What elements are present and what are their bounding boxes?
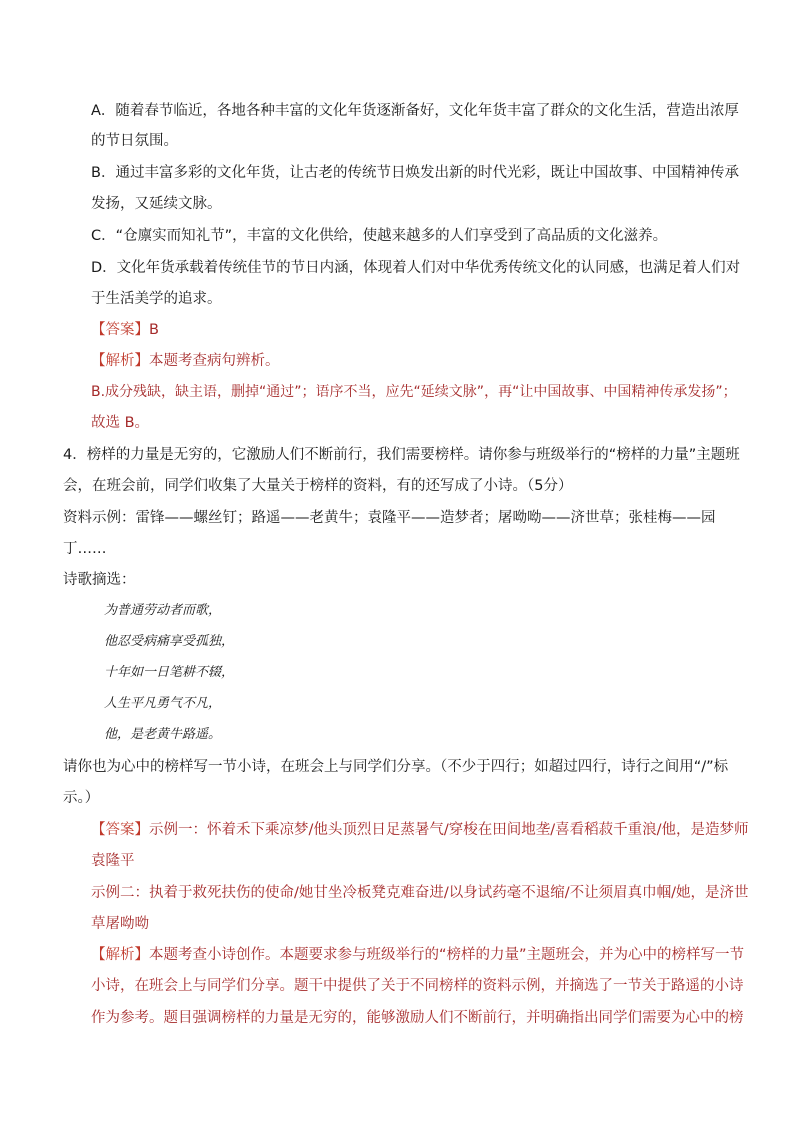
q4-answer-line-3: 示例二：执着于救死扶伤的使命/她甘坐冷板凳克难奋进/以身试药毫不退缩/不让须眉真巾帼/她，是济世: [91, 885, 749, 901]
q3-analysis-line-1: B.成分残缺，缺主语，删掉“通过”；语序不当，应先“延续文脉”，再“让中国故事、中国精神传承发扬”；: [91, 384, 737, 400]
option-a-line-1: A．随着春节临近，各地各种丰富的文化年货逐渐备好，文化年货丰富了群众的文化生活，营造出浓厚: [91, 103, 739, 119]
option-b-line-2: 发扬，又延续文脉。: [91, 196, 222, 212]
q3-answer: [91, 320, 159, 340]
q4-task-line-2: 示。）: [63, 790, 100, 806]
analysis-text-1: 本题考查小诗创作。本题要求参与班级举行的“榜样的力量”主题班会，并为心中的榜样写一节: [149, 947, 745, 963]
option-c-line-1: C．“仓廪实而知礼节”，丰富的文化供给，使越来越多的人们享受到了高品质的文化滋养。: [91, 228, 668, 244]
poem-line-4: 人生平凡勇气不凡，: [104, 696, 222, 711]
option-d-line-1: D．文化年货承载着传统佳节的节日内涵，体现着人们对中华优秀传统文化的认同感，也满足着人们对: [91, 260, 741, 276]
q4-stem-line-1: 4．榜样的力量是无穷的，它激励人们不断前行，我们需要榜样。请你参与班级举行的“榜样的力量”主题班: [63, 447, 740, 463]
option-b-line-1: B．通过丰富多彩的文化年货，让古老的传统节日焕发出新的时代光彩，既让中国故事、中国精神传承: [91, 165, 739, 181]
poem-line-3: 十年如一日笔耕不辍，: [104, 665, 235, 680]
q4-analysis-line-2: 小诗，在班会上与同学们分享。题干中提供了关于不同榜样的资料示例，并摘选了一节关于路遥的小诗: [91, 978, 744, 994]
q4-task-line-1: 请你也为心中的榜样写一节小诗，在班会上与同学们分享。（不少于四行；如超过四行，诗行之间用“/”标: [63, 759, 729, 775]
q3-analysis: [91, 351, 280, 371]
q4-answer-line-4: 草屠呦呦: [91, 916, 149, 932]
answer-example-1: 示例一：怀着禾下乘凉梦/他头顶烈日足蒸暑气/穿梭在田间地垄/喜看稻菽千重浪/他，是造梦师: [149, 822, 749, 838]
analysis-value: 本题考查病句辨析。: [149, 353, 280, 369]
q4-material-line-1: 资料示例：雷锋——螺丝钉；路遥——老黄牛；袁隆平——造梦者；屠呦呦——济世草；张桂梅——园: [63, 510, 716, 526]
q4-analysis-line-1: [91, 945, 744, 965]
q4-material-line-2: 丁……: [63, 541, 107, 557]
q4-analysis-line-3: 作为参考。题目强调榜样的力量是无穷的，能够激励人们不断前行，并明确指出同学们需要为心中的榜: [91, 1010, 744, 1026]
poem-line-2: 他忍受病痛享受孤独，: [104, 634, 235, 649]
q3-analysis-line-2: 故选 B。: [91, 415, 150, 431]
q4-stem-line-2: 会，在班会前，同学们收集了大量关于榜样的资料，有的还写成了小诗。（5分）: [63, 478, 573, 494]
poem-line-5: 他，是老黄牛路遥。: [104, 727, 222, 742]
answer-tag: 【答案】: [91, 822, 149, 838]
q4-answer-line-2: 袁隆平: [91, 853, 135, 869]
q4-answer-line-1: [91, 820, 749, 840]
analysis-tag: 【解析】: [91, 353, 149, 369]
analysis-tag: 【解析】: [91, 947, 149, 963]
poem-label: 诗歌摘选：: [63, 572, 136, 588]
answer-tag: 【答案】: [91, 322, 149, 338]
poem-line-1: 为普通劳动者而歌，: [104, 603, 222, 618]
option-a-line-2: 的节日氛围。: [91, 133, 178, 149]
answer-value: B: [149, 322, 159, 338]
option-d-line-2: 于生活美学的追求。: [91, 291, 222, 307]
